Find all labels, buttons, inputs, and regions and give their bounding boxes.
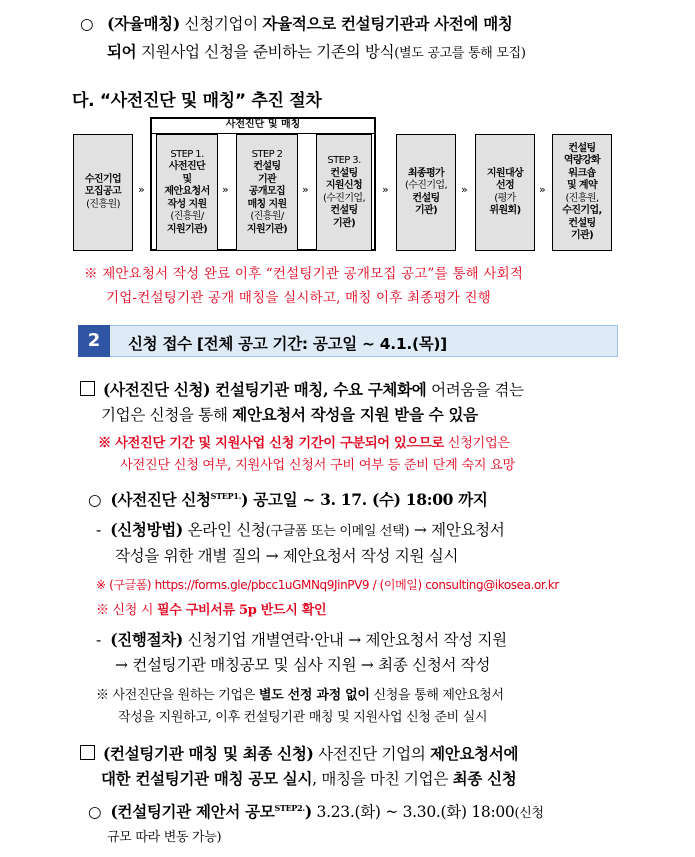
- flow-box-line: 컨설팅: [330, 205, 358, 216]
- flow-box-line: STEP 3.: [327, 155, 361, 166]
- prediagnosis-bracket-label: 사전진단 및 매칭: [150, 117, 376, 134]
- step1-heading: ○ (사전진단 신청$^{STEP1.}$) 공고일 ~ 3. 17. (수) 18:00 까지: [88, 490, 488, 509]
- section-da-title: 다. “사전진단 및 매칭” 추진 절차: [72, 91, 322, 111]
- flow-box-line: 사전진단: [168, 161, 206, 173]
- flow-box-line: 제안요청서: [164, 186, 210, 198]
- flow-box-line: 및 계약: [566, 180, 598, 191]
- flow-box-line: 선정: [495, 180, 515, 191]
- flow-arrow-5: »: [461, 183, 468, 196]
- note1-line-2: 기업-컨설팅기관 공개 매칭을 실시하고, 매칭 이후 최종평가 진행: [106, 290, 491, 306]
- flow-box-line: 지원기관): [246, 223, 288, 235]
- section2-number: 2: [78, 325, 110, 357]
- procedure-line-2: → 컨설팅기관 매칭공모 및 심사 지원 → 최종 신청서 작성: [115, 656, 491, 674]
- flow-box-line: 워크숍: [568, 167, 596, 179]
- flow-box-text: [157, 149, 217, 237]
- flow-box-text: [237, 149, 297, 237]
- flow-box-line: 작성 지원: [167, 198, 207, 210]
- flow-box-text: [397, 168, 455, 218]
- flow-box-line: 기관): [570, 230, 594, 241]
- flow-box-line: 매칭 지원: [247, 198, 287, 210]
- required-docs-note: ※ 신청 시 필수 구비서류 5p 반드시 확인: [96, 603, 327, 618]
- flow-box-line: 수진기업,: [562, 205, 602, 216]
- step2-heading: ○ (컨설팅기관 제안서 공모$^{STEP2.}$) 3.23.(화) ~ 3.30.(화) 18:00(신청: [88, 802, 544, 821]
- method-line-2: 작성을 위한 개별 질의 → 제안요청서 작성 지원 실시: [115, 547, 459, 565]
- flow-arrow-2: »: [222, 183, 229, 196]
- flow-box-7: [552, 134, 612, 251]
- selection-note-2: 작성을 지원하고, 이후 컨설팅기관 매칭 및 지원사업 신청 준비 실시: [118, 710, 488, 725]
- flow-box-line: STEP 2: [251, 148, 283, 160]
- flow-box-2: [156, 134, 218, 251]
- selection-note-1: ※ 사전진단을 원하는 기업은 별도 선정 과정 없이 신청을 통해 제안요청서: [96, 688, 504, 703]
- flow-box-line: 컨설팅: [253, 161, 281, 173]
- flow-box-line: 공개모집: [248, 186, 286, 198]
- intro-line-1: ○ (자율매칭) 신청기업이 자율적으로 컨설팅기관과 사전에 매칭: [80, 14, 513, 33]
- checkbox-icon: [80, 745, 95, 760]
- flow-arrow-6: »: [539, 183, 546, 196]
- flow-box-line: 역량강화: [563, 155, 601, 166]
- pre-line-2: 기업은 신청을 통해 제안요청서 작성을 지원 받을 수 있음: [101, 405, 478, 424]
- intro-line-2: 되어 지원사업 신청을 준비하는 기존의 방식(별도 공고를 통해 모집): [107, 42, 526, 61]
- flow-box-text: [476, 168, 534, 218]
- section2-title: 신청 접수 [전체 공고 기간: 공고일 ~ 4.1.(목)]: [128, 335, 447, 353]
- match-line-2: 대한 컨설팅기관 매칭 공모 실시, 매칭을 마친 기업은 최종 신청: [101, 769, 517, 788]
- flow-box-line: 컨설팅: [568, 142, 596, 154]
- flow-box-line: 컨설팅: [568, 217, 596, 229]
- flow-box-line: 수진기업: [84, 173, 122, 185]
- match-line-1: (컨설팅기관 매칭 및 최종 신청) 사전진단 기업의 제안요청서에: [80, 742, 518, 764]
- step2-line-2: 규모 따라 변동 가능): [107, 830, 222, 845]
- flow-box-1: [73, 134, 133, 251]
- flow-box-line: (평가: [494, 192, 516, 204]
- flow-box-line: 컨설팅: [412, 192, 440, 204]
- bullet: ○: [80, 15, 94, 33]
- flow-box-line: (진흥원): [86, 198, 120, 210]
- flow-arrow-3: »: [302, 183, 309, 196]
- flow-box-5: [396, 134, 456, 251]
- apply-links: ※ (구글폼) https://forms.gle/pbcc1uGMNq9JinPV9 / (이메일) consulting@ikosea.or.kr: [96, 578, 559, 592]
- flow-box-text: [74, 174, 132, 212]
- flow-box-line: 지원신청: [325, 180, 363, 191]
- flow-box-line: (진흥원/: [170, 211, 204, 223]
- flow-box-line: 및: [182, 173, 192, 185]
- flow-box-text: [317, 155, 371, 230]
- flow-box-line: 모집공고: [84, 186, 122, 198]
- checkbox-icon: [80, 381, 95, 396]
- flow-box-line: 지원대상: [486, 167, 524, 179]
- flow-box-text: [553, 143, 611, 243]
- pre-red-1: ※ 사전진단 기간 및 지원사업 신청 기간이 구분되어 있으므로 신청기업은: [98, 436, 510, 451]
- flow-arrow-4: »: [382, 183, 389, 196]
- flow-box-line: (수진기업,: [404, 180, 448, 191]
- flow-box-line: (수진기업,: [322, 192, 366, 204]
- pre-red-2: 사전진단 신청 여부, 지원사업 신청서 구비 여부 등 준비 단계 숙지 요망: [120, 458, 515, 473]
- flow-box-6: [475, 134, 535, 251]
- flow-box-line: 최종평가: [407, 167, 445, 179]
- flow-box-line: 지원기관): [166, 223, 208, 235]
- flow-box-line: 위원회): [489, 205, 521, 216]
- flow-box-4: [316, 134, 372, 251]
- pre-line-1: (사전진단 신청) 컨설팅기관 매칭, 수요 구체화에 어려움을 겪는: [80, 378, 524, 400]
- flow-box-line: (진흥원,: [565, 192, 599, 204]
- flow-arrow-1: »: [138, 183, 145, 196]
- flow-box-line: STEP 1.: [170, 148, 204, 160]
- flow-box-3: [236, 134, 298, 251]
- flow-box-line: 기관): [414, 205, 438, 216]
- flow-box-line: 기관): [332, 217, 356, 229]
- flow-box-line: 기관: [257, 173, 277, 185]
- note1-line-1: ※ 제안요청서 작성 완료 이후 “컨설팅기관 공개모집 공고”를 통해 사회적: [84, 266, 524, 282]
- method-line-1: - (신청방법) 온라인 신청(구글폼 또는 이메일 선택) → 제안요청서: [96, 520, 505, 539]
- procedure-line-1: - (진행절차) 신청기업 개별연락·안내 → 제안요청서 작성 지원: [96, 630, 507, 649]
- flow-box-line: (진흥원/: [250, 211, 284, 223]
- flow-box-line: 컨설팅: [330, 167, 358, 179]
